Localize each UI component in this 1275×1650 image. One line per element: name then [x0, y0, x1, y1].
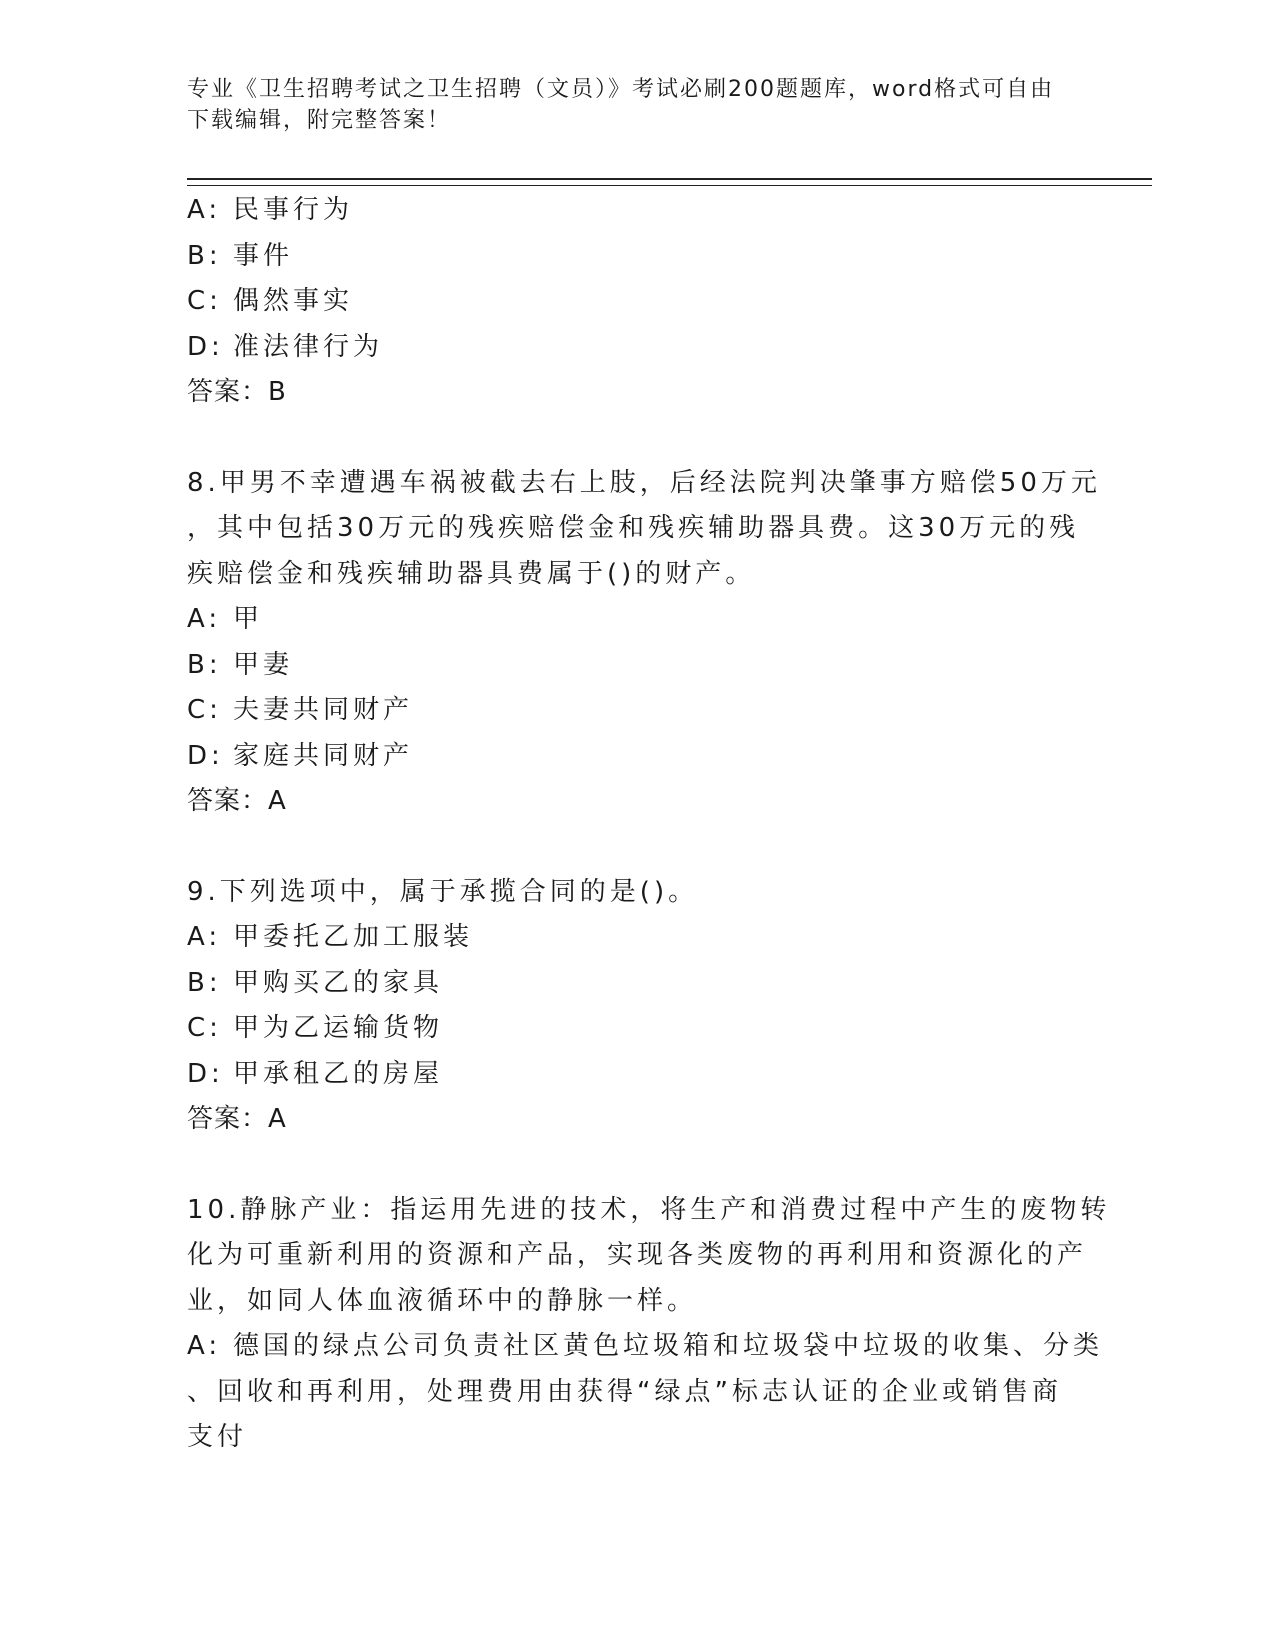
option-b [187, 234, 1077, 280]
question-10-line-2: 化为可重新利用的资源和产品，实现各类废物的再利用和资源化的产 [187, 1240, 1088, 1270]
document-header: 专业《卫生招聘考试之卫生招聘（文员）》考试必刷200题题库，word格式可自由下载编辑，附完整答案！ [187, 77, 1055, 133]
option-c [187, 1006, 1077, 1052]
option-a [187, 597, 1077, 643]
option-d [187, 1052, 1077, 1098]
option-key: A: [187, 604, 222, 634]
option-a [187, 188, 1077, 234]
option-text: 偶然事实 [233, 286, 354, 316]
question-10-line-3: 业，如同人体血液循环中的静脉一样。 [187, 1285, 698, 1316]
option-key: D: [187, 740, 224, 771]
option-text: 夫妻共同财产 [233, 695, 414, 725]
option-text: 准法律行为 [233, 331, 384, 362]
option-b [187, 961, 1077, 1007]
option-text: 家庭共同财产 [233, 740, 414, 771]
spacer [187, 416, 1077, 461]
spacer [187, 825, 1077, 870]
question-10-line-1: 10.静脉产业：指运用先进的技术，将生产和消费过程中产生的废物转 [187, 1194, 1111, 1225]
option-d [187, 734, 1077, 780]
option-key: D: [187, 331, 224, 362]
option-key: D: [187, 1058, 224, 1089]
option-key: B: [187, 967, 222, 998]
question-8-line-3: 疾赔偿金和残疾辅助器具费属于()的财产。 [187, 558, 756, 589]
question-8-line-1: 8.甲男不幸遭遇车祸被截去右上肢，后经法院判决肇事方赔偿50万元 [187, 467, 1101, 498]
option-text: 甲承租乙的房屋 [233, 1058, 444, 1089]
option-b [187, 643, 1077, 689]
option-d [187, 325, 1077, 371]
option-key: A: [187, 195, 222, 225]
option-key: B: [187, 240, 222, 271]
option-text: 甲 [233, 604, 264, 634]
option-key: B: [187, 649, 222, 680]
option-text: 事件 [233, 240, 294, 271]
document-body [187, 188, 1111, 1461]
option-c [187, 688, 1077, 734]
option-key: A: [187, 1331, 222, 1361]
option-a [187, 1324, 1104, 1370]
option-text: 甲为乙运输货物 [233, 1013, 444, 1043]
option-text: 甲委托乙加工服装 [233, 922, 474, 952]
option-text: 民事行为 [233, 195, 354, 225]
spacer [187, 1143, 1077, 1188]
answer-line: 答案：A [187, 786, 287, 816]
option-key: C: [187, 1013, 222, 1043]
option-a-continuation: 、回收和再利用，处理费用由获得“绿点”标志认证的企业或销售商 [187, 1376, 1062, 1407]
option-text: 德国的绿点公司负责社区黄色垃圾箱和垃圾袋中垃圾的收集、分类 [233, 1331, 1104, 1361]
header-divider [187, 178, 1152, 186]
option-text: 甲妻 [233, 649, 294, 680]
option-key: A: [187, 922, 222, 952]
option-a [187, 915, 1077, 961]
question-9-text: 9.下列选项中，属于承揽合同的是()。 [187, 876, 699, 907]
answer-line: 答案：B [187, 377, 287, 407]
option-c [187, 279, 1077, 325]
option-key: C: [187, 286, 222, 316]
question-8-line-2: ，其中包括30万元的残疾赔偿金和残疾辅助器具费。这30万元的残 [187, 513, 1080, 543]
option-key: C: [187, 695, 222, 725]
option-text: 甲购买乙的家具 [233, 967, 444, 998]
answer-line: 答案：A [187, 1104, 287, 1134]
option-a-continuation: 支付 [187, 1422, 248, 1452]
